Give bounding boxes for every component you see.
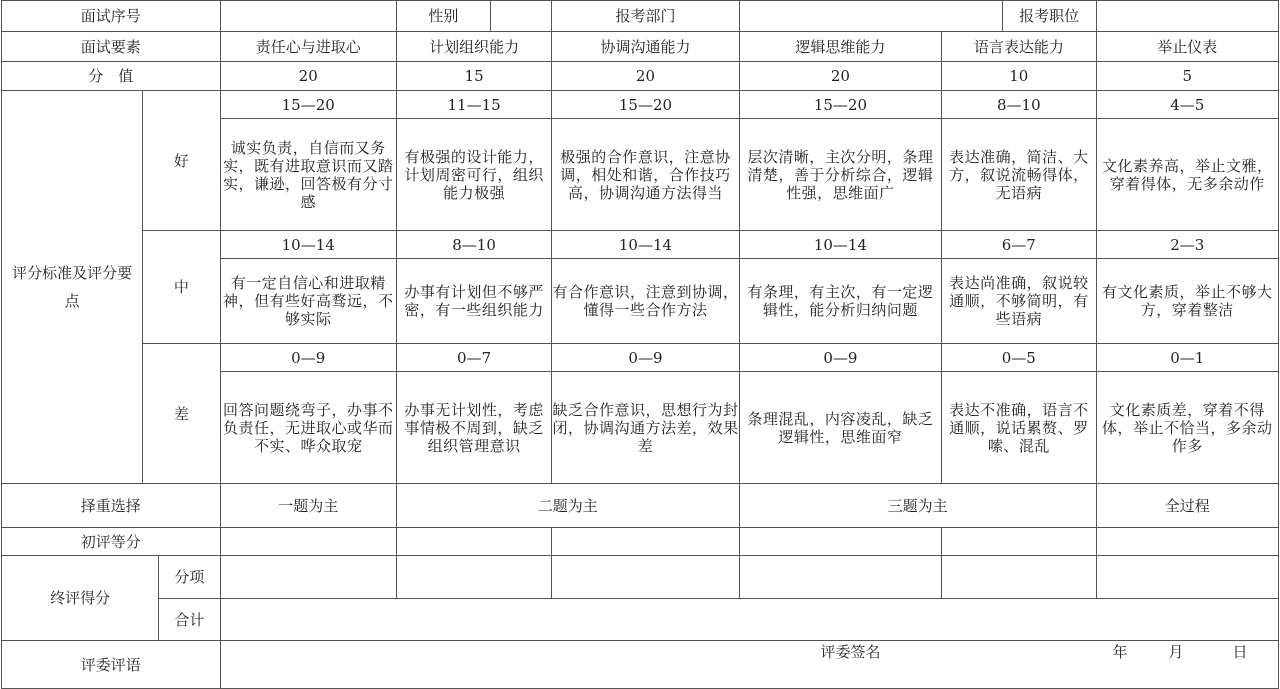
score-value: 20 bbox=[552, 62, 739, 91]
final-item-field[interactable] bbox=[942, 556, 1096, 599]
element-item: 语言表达能力 bbox=[942, 32, 1096, 62]
signature-label: 评委签名 bbox=[820, 643, 881, 661]
grade-range: 0—1 bbox=[1096, 344, 1279, 372]
comment-row-label: 评委评语 bbox=[2, 641, 221, 689]
selection-cell: 全过程 bbox=[1096, 484, 1279, 528]
grade-range: 8—10 bbox=[942, 91, 1096, 119]
grade-range: 0—5 bbox=[942, 344, 1096, 372]
grade-range: 11—15 bbox=[396, 91, 551, 119]
grade-description: 层次清晰，主次分明，条理清楚，善于分析综合，逻辑性强，思维面广 bbox=[739, 119, 941, 231]
grade-description: 办事有计划但不够严密，有一些组织能力 bbox=[396, 259, 551, 344]
interview-no-label: 面试序号 bbox=[2, 1, 221, 32]
grade-range: 0—9 bbox=[220, 344, 396, 372]
initial-score-field[interactable] bbox=[220, 528, 396, 556]
grade-description: 有合作意识，注意到协调，懂得一些合作方法 bbox=[552, 259, 739, 344]
grade-range: 4—5 bbox=[1096, 91, 1279, 119]
initial-score-field[interactable] bbox=[396, 528, 551, 556]
final-sub-item-label: 分项 bbox=[159, 556, 220, 599]
header-row bbox=[2, 1, 1279, 32]
final-total-field[interactable] bbox=[220, 599, 1278, 641]
gender-label: 性别 bbox=[397, 1, 491, 31]
grade-description: 表达准确，简洁、大方，叙说流畅得体，无语病 bbox=[942, 119, 1096, 231]
final-item-field[interactable] bbox=[396, 556, 551, 599]
initial-row-label: 初评等分 bbox=[2, 528, 221, 556]
initial-score-field[interactable] bbox=[739, 528, 941, 556]
grade-medium-range-row bbox=[2, 231, 1279, 259]
initial-score-field[interactable] bbox=[552, 528, 739, 556]
initial-row bbox=[2, 528, 1279, 556]
date-month-label: 月 bbox=[1168, 643, 1184, 661]
interview-score-form bbox=[1, 0, 1279, 689]
grade-range: 6—7 bbox=[942, 231, 1096, 259]
final-item-field[interactable] bbox=[1096, 556, 1279, 599]
final-sub-total-label: 合计 bbox=[159, 599, 220, 641]
element-item: 逻辑思维能力 bbox=[739, 32, 941, 62]
grade-label-medium: 中 bbox=[143, 231, 220, 344]
gender-cell bbox=[396, 1, 551, 32]
grade-range: 15—20 bbox=[552, 91, 739, 119]
selection-cell: 二题为主 bbox=[396, 484, 739, 528]
score-row bbox=[2, 62, 1279, 91]
element-item: 举止仪表 bbox=[1096, 32, 1279, 62]
grade-label-poor: 差 bbox=[143, 344, 220, 484]
grade-description: 有一定自信心和进取精神，但有些好高骛远，不够实际 bbox=[220, 259, 396, 344]
date-year-label: 年 bbox=[1112, 643, 1128, 661]
interview-no-field[interactable] bbox=[220, 1, 396, 32]
final-item-row bbox=[2, 556, 1279, 599]
position-label: 报考职位 bbox=[1019, 7, 1080, 25]
initial-score-field[interactable] bbox=[942, 528, 1096, 556]
grade-range: 10—14 bbox=[220, 231, 396, 259]
grade-range: 0—9 bbox=[739, 344, 941, 372]
grade-description: 有条理，有主次，有一定逻辑性，能分析归纳问题 bbox=[739, 259, 941, 344]
grade-poor-range-row bbox=[2, 344, 1279, 372]
final-row-label: 终评得分 bbox=[2, 556, 159, 641]
grade-range: 15—20 bbox=[739, 91, 941, 119]
element-item: 计划组织能力 bbox=[396, 32, 551, 62]
grade-description: 表达不准确，语言不通顺，说话累赘、罗嗦、混乱 bbox=[942, 372, 1096, 484]
date-day-label: 日 bbox=[1232, 643, 1248, 661]
criteria-section-label: 评分标准及评分要点 bbox=[2, 91, 143, 484]
selection-row-label: 择重选择 bbox=[2, 484, 221, 528]
grade-range: 15—20 bbox=[220, 91, 396, 119]
grade-range: 8—10 bbox=[396, 231, 551, 259]
grade-description: 缺乏合作意识，思想行为封闭，协调沟通方法差，效果差 bbox=[552, 372, 739, 484]
grade-range: 2—3 bbox=[1096, 231, 1279, 259]
position-field[interactable] bbox=[1096, 1, 1279, 32]
grade-range: 0—9 bbox=[552, 344, 739, 372]
score-value: 10 bbox=[942, 62, 1096, 91]
score-row-label: 分 值 bbox=[2, 62, 221, 91]
comment-area[interactable] bbox=[220, 641, 1278, 689]
department-position-cell bbox=[739, 1, 1096, 32]
score-value: 20 bbox=[220, 62, 396, 91]
grade-description: 文化素质差，穿着不得体，举止不恰当，多余动作多 bbox=[1096, 372, 1279, 484]
selection-cell: 一题为主 bbox=[220, 484, 396, 528]
grade-description: 有极强的设计能力，计划周密可行，组织能力极强 bbox=[396, 119, 551, 231]
comment-row bbox=[2, 641, 1279, 689]
grade-good-range-row bbox=[2, 91, 1279, 119]
grade-range: 10—14 bbox=[552, 231, 739, 259]
score-value: 5 bbox=[1096, 62, 1279, 91]
element-item: 责任心与进取心 bbox=[220, 32, 396, 62]
score-value: 15 bbox=[396, 62, 551, 91]
element-item: 协调沟通能力 bbox=[552, 32, 739, 62]
department-field[interactable] bbox=[740, 1, 1003, 31]
selection-row bbox=[2, 484, 1279, 528]
final-total-row bbox=[2, 599, 1279, 641]
selection-cell: 三题为主 bbox=[739, 484, 1096, 528]
grade-description: 文化素养高，举止文雅，穿着得体，无多余动作 bbox=[1096, 119, 1279, 231]
grade-range: 0—7 bbox=[396, 344, 551, 372]
department-label: 报考部门 bbox=[552, 1, 739, 32]
grade-description: 极强的合作意识，注意协调，相处和谐，合作技巧高，协调沟通方法得当 bbox=[552, 119, 739, 231]
final-item-field[interactable] bbox=[220, 556, 396, 599]
grade-range: 10—14 bbox=[739, 231, 941, 259]
grade-description: 回答问题绕弯子，办事不负责任，无进取心或华而不实、哗众取宠 bbox=[220, 372, 396, 484]
grade-description: 条理混乱，内容凌乱，缺乏逻辑性，思维面窄 bbox=[739, 372, 941, 484]
final-item-field[interactable] bbox=[552, 556, 739, 599]
grade-description: 表达尚准确，叙说较通顺，不够简明，有些语病 bbox=[942, 259, 1096, 344]
elements-row-label: 面试要素 bbox=[2, 32, 221, 62]
final-item-field[interactable] bbox=[739, 556, 941, 599]
grade-description: 诚实负责，自信而又务实，既有进取意识而又踏实，谦逊，回答极有分寸感 bbox=[220, 119, 396, 231]
score-value: 20 bbox=[739, 62, 941, 91]
elements-row bbox=[2, 32, 1279, 62]
initial-score-field[interactable] bbox=[1096, 528, 1279, 556]
grade-label-good: 好 bbox=[143, 91, 220, 231]
grade-description: 有文化素质，举止不够大方，穿着整洁 bbox=[1096, 259, 1279, 344]
gender-field[interactable] bbox=[491, 1, 551, 31]
grade-description: 办事无计划性，考虑事情极不周到，缺乏组织管理意识 bbox=[396, 372, 551, 484]
